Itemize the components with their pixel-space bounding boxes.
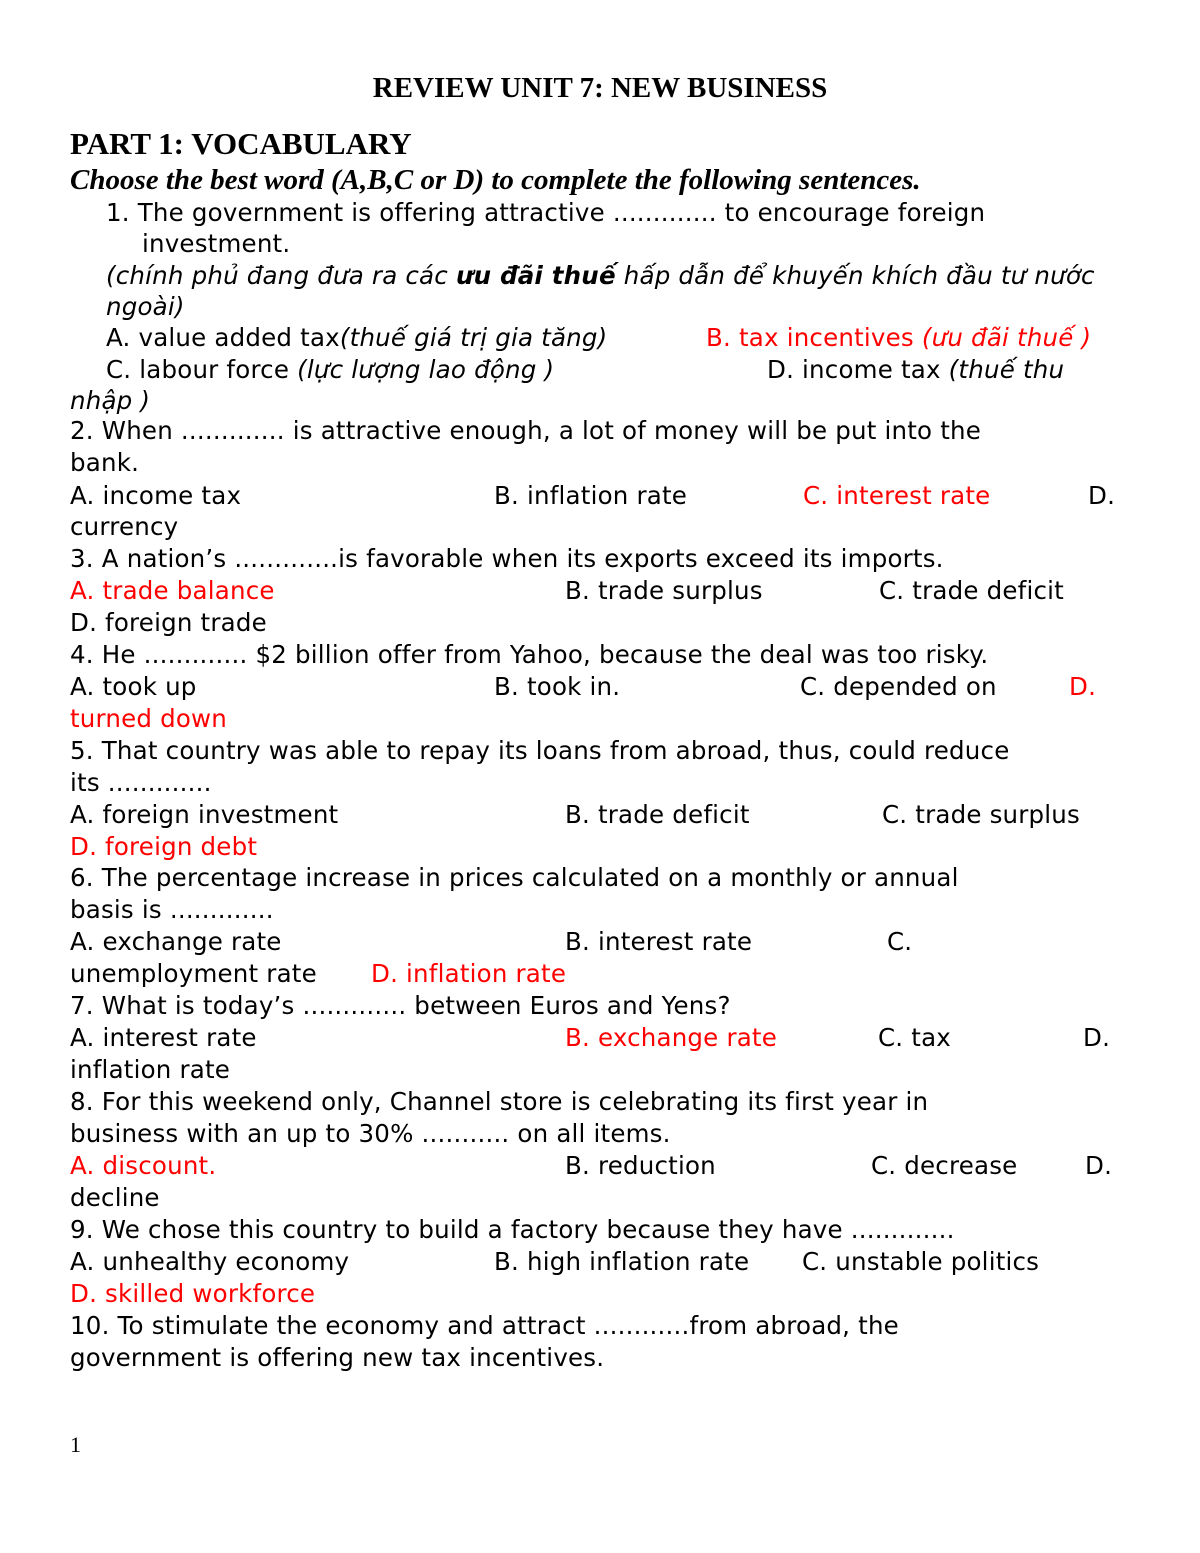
question-2-option-a: A. income tax <box>70 481 242 510</box>
question-8-option-b: B. reduction <box>565 1151 716 1180</box>
question-2-text-cont: bank. <box>70 448 140 477</box>
question-6-option-c-cont: unemployment rate <box>70 959 317 988</box>
question-4-option-d-answer: D. <box>1069 672 1097 701</box>
question-1-option-a: A. value added tax(thuế giá trị gia tăng) <box>106 323 608 352</box>
question-1-text: 1. The government is offering attractive ............. to encourage foreign <box>106 198 986 227</box>
question-4-option-d-answer-cont: turned down <box>70 704 228 733</box>
question-1-option-c: C. labour force (lực lượng lao động ) <box>106 355 555 384</box>
question-1-option-d: D. income tax (thuế thu <box>767 355 1065 384</box>
question-3-text: 3. A nation’s .............is favorable when its exports exceed its imports. <box>70 544 944 573</box>
question-1-text-cont: investment. <box>142 229 291 258</box>
question-5-option-c: C. trade surplus <box>882 800 1081 829</box>
question-2-option-c-answer: C. interest rate <box>803 481 991 510</box>
question-8-option-c: C. decrease <box>871 1151 1018 1180</box>
question-4-option-c: C. depended on <box>800 672 997 701</box>
question-5-option-b: B. trade deficit <box>565 800 750 829</box>
question-7-option-b-answer: B. exchange rate <box>565 1023 778 1052</box>
question-7-text: 7. What is today’s ............. between Euros and Yens? <box>70 991 731 1020</box>
question-8-option-d: D. <box>1085 1151 1113 1180</box>
question-3-option-d: D. foreign trade <box>70 608 267 637</box>
question-1-option-b-answer: B. tax incentives (ưu đãi thuế ) <box>706 323 1092 352</box>
question-5-option-d-answer: D. foreign debt <box>70 832 258 861</box>
instruction-text: Choose the best word (A,B,C or D) to complete the following sentences. <box>70 164 921 196</box>
question-10-text-cont: government is offering new tax incentives. <box>70 1343 605 1372</box>
question-2-option-d: D. <box>1088 481 1116 510</box>
question-6-text-cont: basis is ............. <box>70 895 274 924</box>
question-6-option-c: C. <box>887 927 913 956</box>
question-3-option-a-answer: A. trade balance <box>70 576 275 605</box>
question-3-option-c: C. trade deficit <box>879 576 1064 605</box>
question-1-translation: (chính phủ đang đưa ra các ưu đãi thuế hấp dẫn để khuyến khích đầu tư nước <box>106 261 1095 290</box>
question-7-option-d-cont: inflation rate <box>70 1055 231 1084</box>
question-8-option-a-answer: A. discount. <box>70 1151 217 1180</box>
question-9-option-c: C. unstable politics <box>802 1247 1040 1276</box>
question-3-option-b: B. trade surplus <box>565 576 763 605</box>
question-6-option-a: A. exchange rate <box>70 927 282 956</box>
question-2-option-b: B. inflation rate <box>494 481 688 510</box>
question-10-text: 10. To stimulate the economy and attract ............from abroad, the <box>70 1311 899 1340</box>
question-9-option-b: B. high inflation rate <box>494 1247 750 1276</box>
question-2-text: 2. When ............. is attractive enough, a lot of money will be put into the <box>70 416 982 445</box>
question-9-text: 9. We chose this country to build a factory because they have ............. <box>70 1215 955 1244</box>
question-2-option-d-cont: currency <box>70 512 179 541</box>
question-8-text-cont: business with an up to 30% ........... on all items. <box>70 1119 671 1148</box>
question-7-option-d: D. <box>1083 1023 1111 1052</box>
question-5-option-a: A. foreign investment <box>70 800 339 829</box>
section-heading: PART 1: VOCABULARY <box>70 126 412 161</box>
page-title: REVIEW UNIT 7: NEW BUSINESS <box>372 72 828 104</box>
question-7-option-a: A. interest rate <box>70 1023 257 1052</box>
question-5-text-cont: its ............. <box>70 768 212 797</box>
question-7-option-c: C. tax <box>878 1023 952 1052</box>
question-6-text: 6. The percentage increase in prices calculated on a monthly or annual <box>70 863 959 892</box>
question-1-translation-cont: ngoài) <box>106 292 185 321</box>
question-9-option-d-answer: D. skilled workforce <box>70 1279 316 1308</box>
question-6-option-d-answer: D. inflation rate <box>371 959 567 988</box>
question-1-option-d-cont: nhập ) <box>70 386 151 415</box>
question-8-text: 8. For this weekend only, Channel store is celebrating its first year in <box>70 1087 929 1116</box>
question-4-option-a: A. took up <box>70 672 197 701</box>
page-number: 1 <box>70 1432 81 1457</box>
question-4-text: 4. He ............. $2 billion offer from Yahoo, because the deal was too risky. <box>70 640 989 669</box>
question-5-text: 5. That country was able to repay its loans from abroad, thus, could reduce <box>70 736 1010 765</box>
question-9-option-a: A. unhealthy economy <box>70 1247 350 1276</box>
question-8-option-d-cont: decline <box>70 1183 160 1212</box>
question-6-option-b: B. interest rate <box>565 927 753 956</box>
question-4-option-b: B. took in. <box>494 672 621 701</box>
